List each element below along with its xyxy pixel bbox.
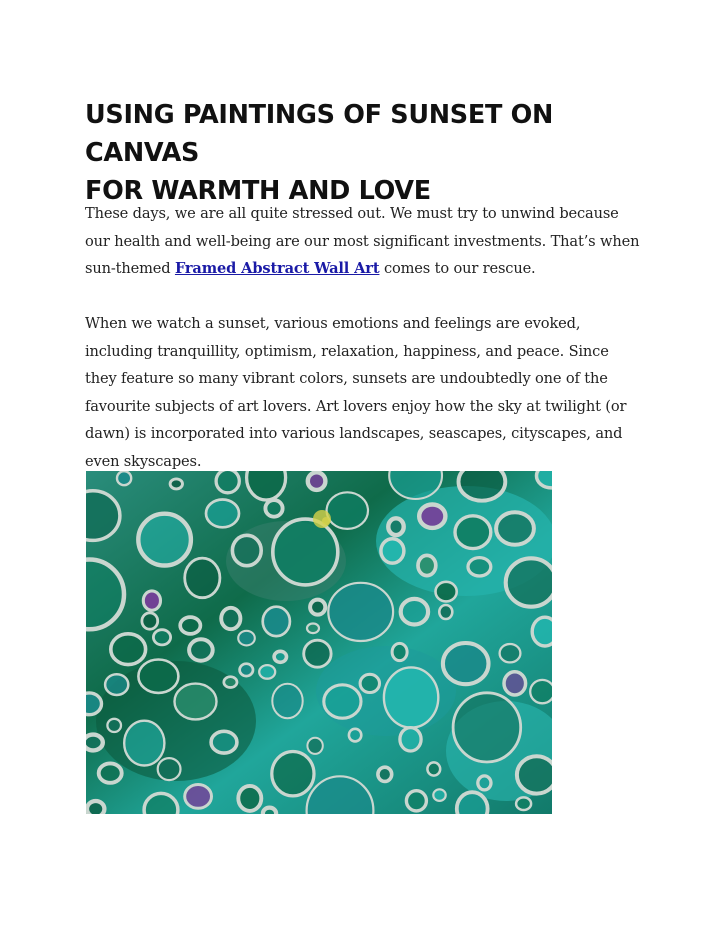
bubble-ring: [189, 639, 213, 660]
bubble-ring: [304, 640, 331, 667]
bubble-ring: [436, 582, 457, 602]
bubble-ring: [238, 786, 261, 811]
bubble-ring: [111, 634, 146, 665]
bubble-ring: [468, 558, 491, 576]
bubble-ring: [263, 808, 276, 814]
bubble-ring: [211, 731, 237, 753]
sunset-paragraph: When we watch a sunset, various emotions and feelings are evoked, including tranquillity, optimism, relaxation, happiness, and peace. Since they feature so many vibrant colors, sunsets are undoubtedly one of the favourite subjects of art lovers. Art lovers enjoy how the sky at twilight (or dawn) is incorporated into various landscapes, seascapes, cityscapes, and even skyscapes.: [85, 315, 627, 470]
bubble-ring: [138, 660, 178, 693]
bubble-ring: [406, 791, 426, 811]
bubble-ring: [532, 617, 552, 646]
bubble-ring: [263, 607, 290, 636]
title-line-2: FOR WARMTH AND LOVE: [85, 176, 431, 206]
bubble-ring: [388, 518, 403, 535]
bubble-ring: [307, 624, 319, 634]
bubble-ring: [240, 664, 253, 676]
bubble-ring: [86, 735, 103, 751]
bubble-ring: [117, 471, 131, 485]
bubble-ring: [175, 684, 217, 720]
bubble-ring: [272, 684, 302, 718]
bubble-ring: [238, 631, 255, 646]
bubble-ring: [453, 693, 521, 762]
bubble-ring: [504, 672, 526, 695]
bubble-ring: [273, 519, 338, 585]
bubble-ring: [87, 801, 104, 814]
bubble-ring: [506, 558, 552, 606]
bubble-ring: [265, 500, 282, 517]
framed-abstract-wall-art-link[interactable]: Framed Abstract Wall Art: [174, 260, 380, 277]
yellow-accent: [322, 517, 330, 525]
bubble-ring: [327, 492, 368, 529]
bubble-ring: [418, 555, 436, 575]
bubble-ring: [530, 680, 552, 703]
bubble-ring: [401, 599, 428, 625]
bubble-ring: [158, 758, 181, 780]
bubble-ring: [439, 605, 452, 619]
bubble-ring: [224, 677, 237, 688]
bubble-ring: [478, 776, 491, 790]
bubble-ring: [392, 643, 407, 660]
bubble-ring: [272, 752, 314, 796]
bubble-ring: [349, 729, 361, 742]
bubble-ring: [308, 472, 326, 490]
bubble-ring: [324, 685, 361, 718]
bubble-ring: [517, 756, 552, 793]
bubble-ring: [216, 471, 239, 493]
bubble-ring: [107, 719, 121, 732]
bubble-ring: [381, 539, 404, 563]
bubble-ring: [170, 479, 182, 489]
bubble-ring: [360, 674, 379, 692]
bubble-ring: [433, 789, 445, 801]
bubble-ring: [144, 793, 178, 814]
bubble-ring: [455, 516, 491, 549]
bubble-ring: [185, 785, 212, 809]
bubble-ring: [206, 500, 239, 528]
intro-text-before: These days, we are all quite stressed out. We must try to unwind because our health and well-being are our most significant investments. That’s when sun-themed: [85, 205, 640, 277]
bubble-ring: [221, 608, 240, 629]
abstract-bubbles-artwork: [86, 471, 552, 814]
bubble-ring: [232, 535, 261, 565]
bubble-ring: [500, 644, 521, 662]
bubble-ring: [99, 763, 122, 782]
bubble-ring: [443, 643, 489, 684]
bubble-ring: [419, 505, 445, 528]
bubble-ring: [247, 471, 286, 500]
bubble-ring: [274, 651, 286, 662]
bubble-ring: [143, 591, 160, 610]
bubble-ring: [86, 693, 102, 715]
title-line-1: USING PAINTINGS OF SUNSET ON CANVAS: [85, 100, 554, 168]
bubble-ring: [328, 583, 393, 641]
bubble-ring: [400, 728, 421, 751]
bubble-ring: [427, 762, 440, 775]
bubble-ring: [185, 558, 220, 598]
bubble-ring: [459, 471, 506, 501]
bubble-ring: [307, 738, 322, 754]
bubble-ring: [378, 767, 392, 781]
article-title: [85, 96, 645, 210]
bubble-ring: [180, 617, 200, 634]
bubble-ring: [124, 721, 164, 766]
intro-text-after: comes to our rescue.: [383, 260, 536, 277]
bubble-ring: [516, 797, 531, 810]
bubble-ring: [138, 514, 191, 566]
bubble-ring: [310, 600, 325, 615]
bubble-ring: [153, 630, 170, 645]
bubble-ring: [457, 792, 488, 814]
bubble-ring: [105, 674, 128, 695]
bubble-ring: [384, 667, 438, 727]
bubble-ring: [496, 512, 534, 545]
bubble-ring: [259, 665, 275, 679]
intro-paragraph: [85, 200, 640, 283]
bubble-ring: [142, 613, 158, 629]
